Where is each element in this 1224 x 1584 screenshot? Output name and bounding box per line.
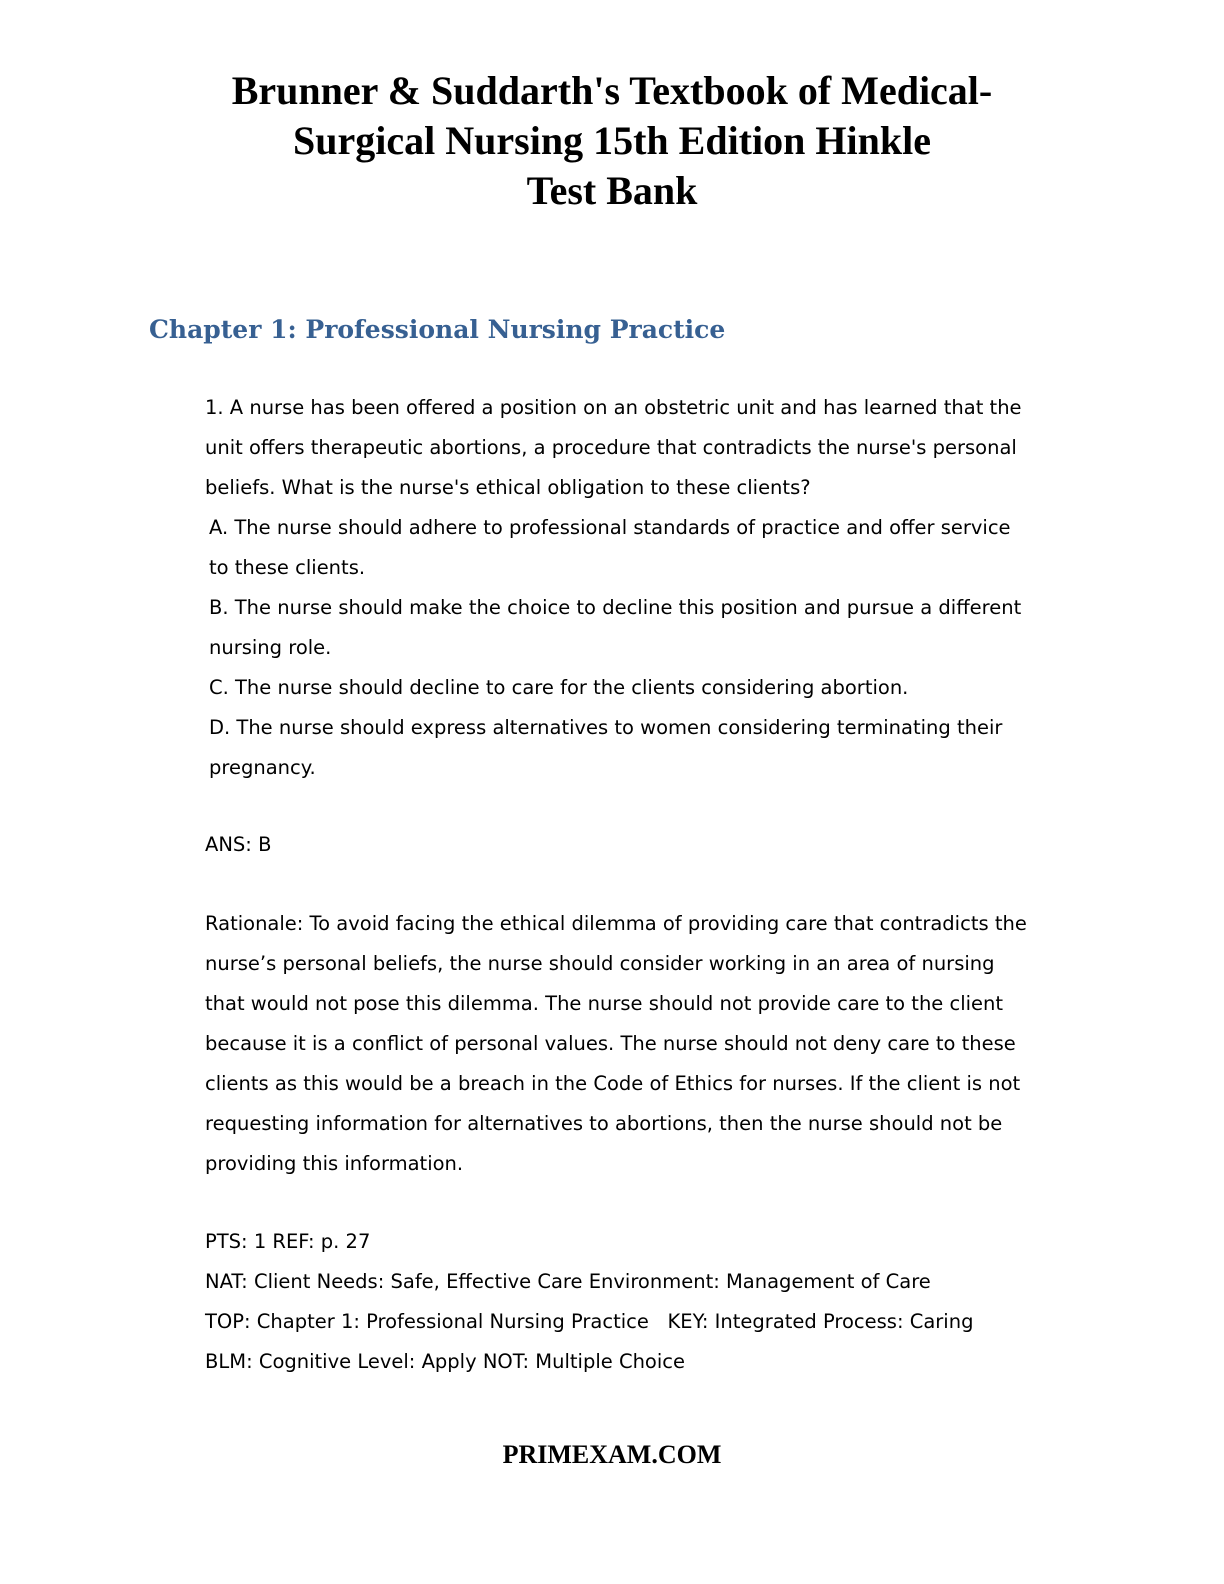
option-d-line-1: D. The nurse should express alternatives to women considering terminating their: [209, 716, 1003, 739]
option-b-line-2: nursing role.: [209, 636, 332, 659]
option-a-line-2: to these clients.: [209, 556, 366, 579]
option-d-line-2: pregnancy.: [209, 756, 316, 779]
question-stem: [205, 388, 1022, 508]
title-line-3: Test Bank: [526, 168, 698, 213]
question-line: unit offers therapeutic abortions, a procedure that contradicts the nurse's personal: [205, 436, 1017, 459]
title-line-2: Surgical Nursing 15th Edition Hinkle: [293, 118, 931, 163]
rationale-line: providing this information.: [205, 1152, 464, 1175]
meta-pts-ref: PTS: 1 REF: p. 27: [205, 1230, 371, 1253]
rationale-line: because it is a conflict of personal values. The nurse should not deny care to these: [205, 1032, 1016, 1055]
rationale-line: Rationale: To avoid facing the ethical dilemma of providing care that contradicts the: [205, 912, 1027, 935]
meta-top-key: TOP: Chapter 1: Professional Nursing Practice KEY: Integrated Process: Caring: [205, 1310, 974, 1333]
answer-key: ANS: B: [205, 833, 272, 856]
option-c-line-1: C. The nurse should decline to care for the clients considering abortion.: [209, 676, 909, 699]
rationale-line: requesting information for alternatives to abortions, then the nurse should not be: [205, 1112, 1003, 1135]
document-title: [0, 66, 1224, 216]
question-line: 1. A nurse has been offered a position on an obstetric unit and has learned that the: [205, 396, 1022, 419]
rationale-line: nurse’s personal beliefs, the nurse should consider working in an area of nursing: [205, 952, 995, 975]
rationale-line: clients as this would be a breach in the Code of Ethics for nurses. If the client is not: [205, 1072, 1021, 1095]
meta-nat: NAT: Client Needs: Safe, Effective Care Environment: Management of Care: [205, 1270, 931, 1293]
rationale: [205, 904, 1027, 1184]
option-a-line-1: A. The nurse should adhere to professional standards of practice and offer service: [209, 516, 1011, 539]
question-metadata: [205, 1222, 973, 1382]
chapter-heading: Chapter 1: Professional Nursing Practice: [149, 315, 726, 344]
footer-watermark: PRIMEXAM.COM: [502, 1440, 722, 1469]
rationale-line: that would not pose this dilemma. The nurse should not provide care to the client: [205, 992, 1004, 1015]
question-line: beliefs. What is the nurse's ethical obligation to these clients?: [205, 476, 811, 499]
meta-blm-not: BLM: Cognitive Level: Apply NOT: Multiple Choice: [205, 1350, 685, 1373]
answer-options: [209, 508, 1021, 788]
option-b-line-1: B. The nurse should make the choice to decline this position and pursue a different: [209, 596, 1022, 619]
title-line-1: Brunner & Suddarth's Textbook of Medical-: [231, 68, 993, 113]
